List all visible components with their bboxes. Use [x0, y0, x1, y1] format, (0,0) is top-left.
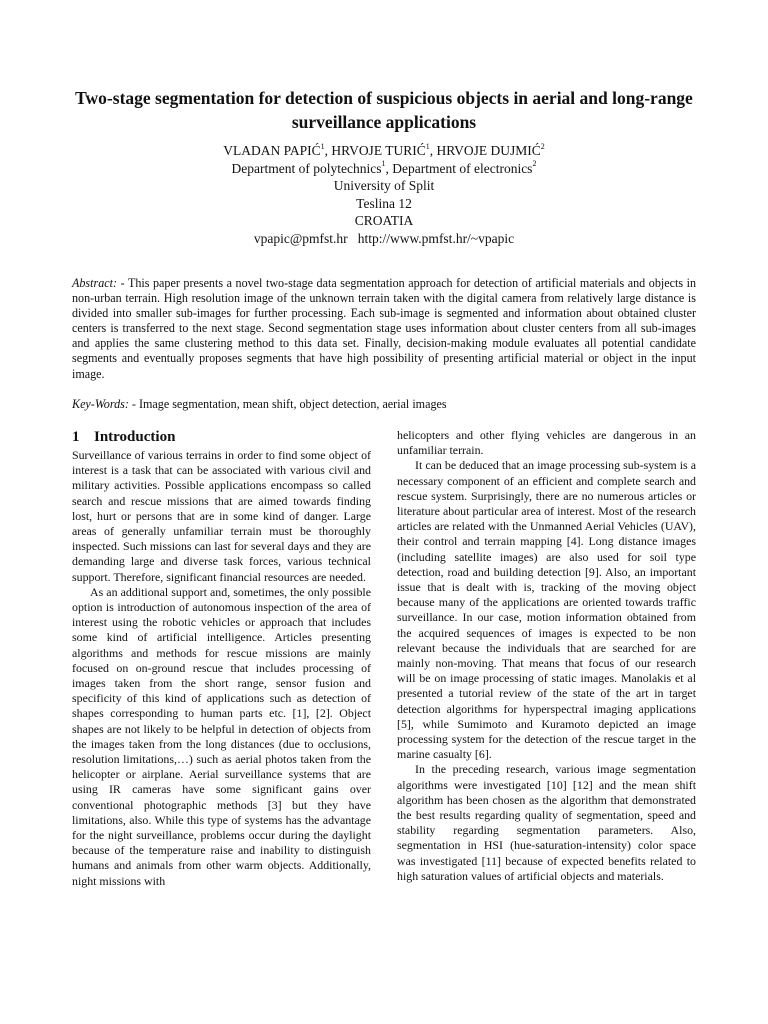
paragraph: As an additional support and, sometimes, the only possible option is introduction of autonomous inspection of the area of interest using the robotic vehicles or approach that includes some kind of artificial intelligence. Articles presenting algorithms and methods for rescue missions are mainly focused on on-ground rescue that includes processing of images taken from the short range, sensor fusion and specificity of this kind of applications such as detection of shapes corresponding to human parts etc. [1], [2]. Object shapes are not likely to be helpful in detection of objects from the images taken from the long distances (due to occlusions, resolution limitations,…) such as aerial photos taken from the helicopter or airplane. Aerial surveillance systems that are using IR cameras have some significant gains over conventional photographic methods [3] but they have limitations, also. While this type of systems has the advantage for the night surveillance, problems occur during the daylight because of the temperature raise and inability to distinguish humans and animals from other warm objects. Additionally, night missions with	[72, 584, 371, 888]
section-title: Introduction	[94, 429, 176, 445]
author-block	[60, 142, 708, 247]
section-heading	[72, 428, 371, 446]
country: CROATIA	[354, 213, 414, 228]
keywords	[72, 397, 696, 412]
keywords-text: - Image segmentation, mean shift, object detection, aerial images	[128, 397, 447, 411]
affiliation-superscript: 2	[532, 159, 537, 168]
author-name: VLADAN PAPIĆ	[223, 143, 321, 158]
contact-line	[60, 230, 708, 248]
department-line: Department of polytechnics$^1$, Department of electronics$^2$	[231, 159, 537, 176]
street-address: Teslina 12	[356, 195, 412, 211]
paper-title: Two-stage segmentation for detection of suspicious objects in aerial and long-range surveillance applications	[75, 88, 693, 132]
affiliation-superscript: 1	[381, 159, 386, 168]
section-number: 1	[72, 429, 80, 445]
university: University of Split	[333, 178, 435, 193]
paragraph: Surveillance of various terrains in order to find some object of interest is a task that can be associated with various civil and military activities. Possible applications encompass so called search and rescue missions that are aimed towards finding lost, hurt or persons that are in some kind of danger. Large areas of generally unfamiliar terrain must be thoroughly inspected. Such missions can last for several days and they are demanding large and diverse task forces, various technical support. Therefore, significant financial resources are needed.	[72, 448, 371, 584]
department: Department of polytechnics	[231, 160, 382, 176]
abstract-text: - This paper presents a novel two-stage data segmentation approach for detection of artificial materials and objects in non-urban terrain. High resolution image of the unknown terrain taken with the digital camera from relatively large distance is divided into smaller sub-images for further processing. Each sub-image is segmented and information about obtained cluster centers is transferred to the next stage. Second segmentation stage uses information about cluster centers from all sub-images and applies the same clustering method to this data set. Finally, decision-making module evaluates all potential candidate segments and eventually proposes segments that have high possibility of presenting artificial material or object in the input image.	[72, 276, 696, 381]
affiliation-superscript: 1	[425, 141, 430, 151]
left-column	[72, 428, 371, 889]
right-column	[397, 428, 696, 884]
affiliation-superscript: 2	[540, 141, 545, 151]
paragraph: It can be deduced that an image processing sub-system is a necessary component of an efficient and complete search and rescue system. Surprisingly, there are no numerous articles or literature about particular area of interest. Most of the research articles are related with the Unmanned Aerial Vehicles (UAV), their control and terrain mapping [4]. Long distance images (including satellite images) are also used for soil type detection, road and building detection [9]. Also, an important issue that is dealt with is, tracking of the moving object because many of the applications are oriented towards traffic surveillance. In our case, motion information obtained from the acquired sequences of images is expected to be non relevant because the individuals that are searched for are mainly non-moving. That means that focus of our research will be on image processing of static images. Manolakis et al presented a tutorial review of the state of the art in target detection algorithms for hyperspectral imaging applications [5], while Sumimoto and Kuramoto depicted an image processing system for the detection of the rescue target in the marine casualty [6].	[397, 458, 696, 762]
paragraph: helicopters and other flying vehicles are dangerous in an unfamiliar terrain.	[397, 428, 696, 458]
author-line: VLADAN PAPIĆ$^1$, HRVOJE TURIĆ$^1$, HRVOJE DUJMIĆ$^2$	[223, 141, 545, 158]
keywords-label: Key-Words:	[72, 397, 129, 411]
department: Department of electronics	[392, 160, 533, 176]
paragraph: In the preceding research, various image segmentation algorithms were investigated [10] [12] and the mean shift algorithm has been chosen as the algorithm that demonstrated the best results regarding quality of segmentation, speed and stability regarding segmentation parameters. Also, segmentation in HSI (hue-saturation-intensity) color space was investigated [11] because of expected benefits related to high saturation values of artificial objects and materials.	[397, 762, 696, 883]
author-name: HRVOJE TURIĆ	[331, 143, 426, 158]
abstract	[72, 276, 696, 382]
affiliation-superscript: 1	[320, 141, 325, 151]
abstract-label: Abstract:	[72, 276, 118, 290]
author-homepage[interactable]: http://www.pmfst.hr/~vpapic	[357, 230, 515, 246]
author-name: HRVOJE DUJMIĆ	[436, 143, 541, 158]
author-email[interactable]: vpapic@pmfst.hr	[253, 230, 348, 246]
